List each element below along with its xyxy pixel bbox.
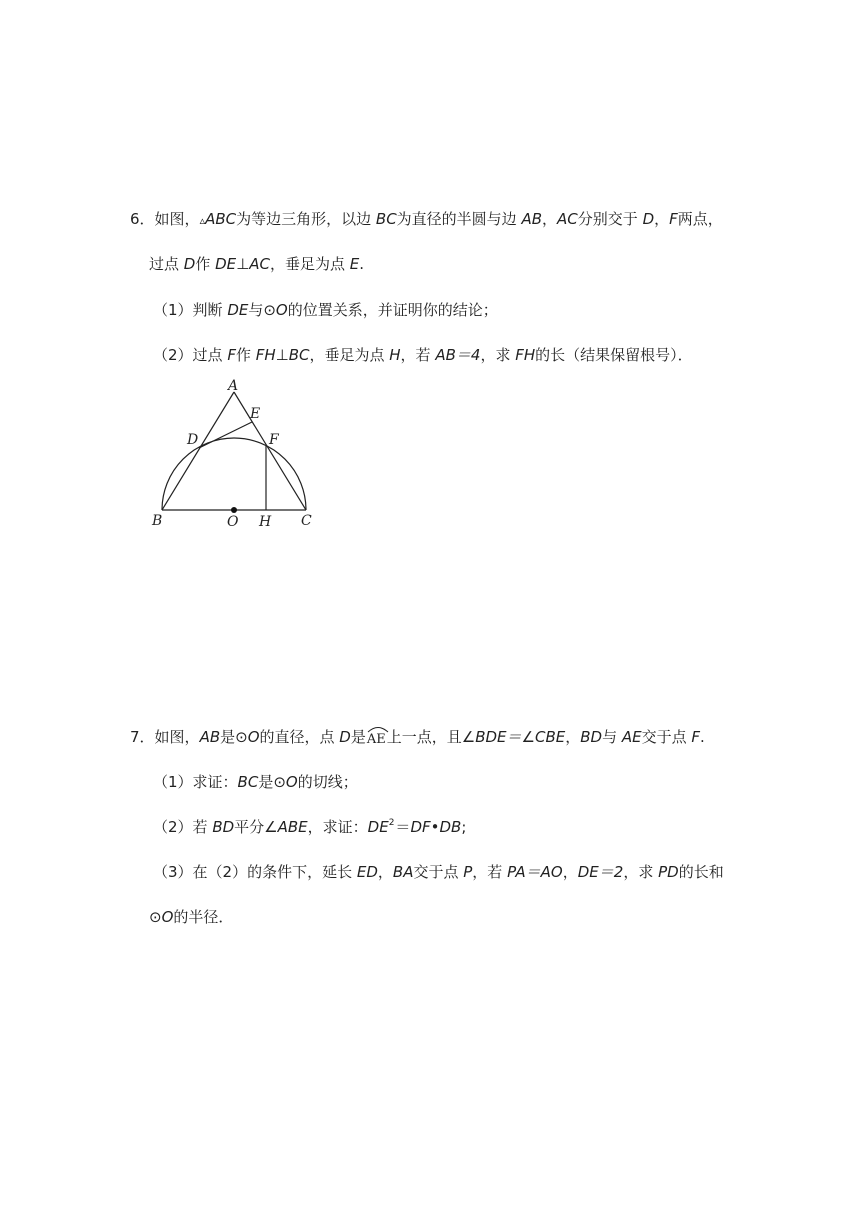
q6-part-1: （1）判断 DE与⊙O的位置关系，并证明你的结论； — [153, 301, 498, 319]
q6-part-2: （2）过点 F作 FH⊥BC，垂足为点 H，若 AB＝4，求 FH的长（结果保留根号）． — [153, 346, 693, 364]
label-a: A — [228, 378, 239, 394]
q6-geometry-figure — [148, 378, 328, 530]
triangle-symbol: ▵ — [199, 214, 206, 227]
label-e: E — [250, 406, 261, 422]
label-h: H — [259, 514, 272, 530]
q7-part-2: （2）若 BD平分∠ABE，求证：$DE^2=DF•DB$; — [153, 818, 467, 836]
label-f: F — [269, 432, 279, 448]
arc-ae: AE — [367, 729, 386, 747]
q7-line-1: 7．如图，AB是⊙O的直径，点 D是 AE上一点，且∠BDE＝∠CBE，BD与 AE交于点 F. — [130, 727, 705, 747]
label-d: D — [187, 432, 199, 448]
q7-number: 7． — [130, 728, 155, 746]
q6-line-2: 过点 D作 DE⊥AC，垂足为点 E. — [149, 255, 365, 273]
center-point-o — [231, 507, 237, 513]
label-o: O — [227, 514, 239, 530]
label-b: B — [152, 513, 163, 529]
q6-line-1: 6．如图，▵ABC为等边三角形，以边 BC为直径的半圆与边 AB，AC分别交于 D，F两点， — [130, 210, 723, 228]
segment-ab — [162, 392, 234, 510]
label-c: C — [301, 513, 312, 529]
q7-part-1: （1）求证：BC是⊙O的切线； — [153, 773, 358, 791]
q6-number: 6． — [130, 210, 155, 228]
segment-de — [199, 422, 252, 448]
arc-icon — [367, 725, 389, 733]
q7-part-3-continued: ⊙O的半径． — [149, 908, 234, 926]
segment-ac — [234, 392, 306, 510]
q7-part-3: （3）在（2）的条件下，延长 ED，BA交于点 P，若 PA＝AO，DE＝2，求 PD的长和 — [153, 863, 724, 881]
superscript-2: 2 — [388, 818, 395, 828]
